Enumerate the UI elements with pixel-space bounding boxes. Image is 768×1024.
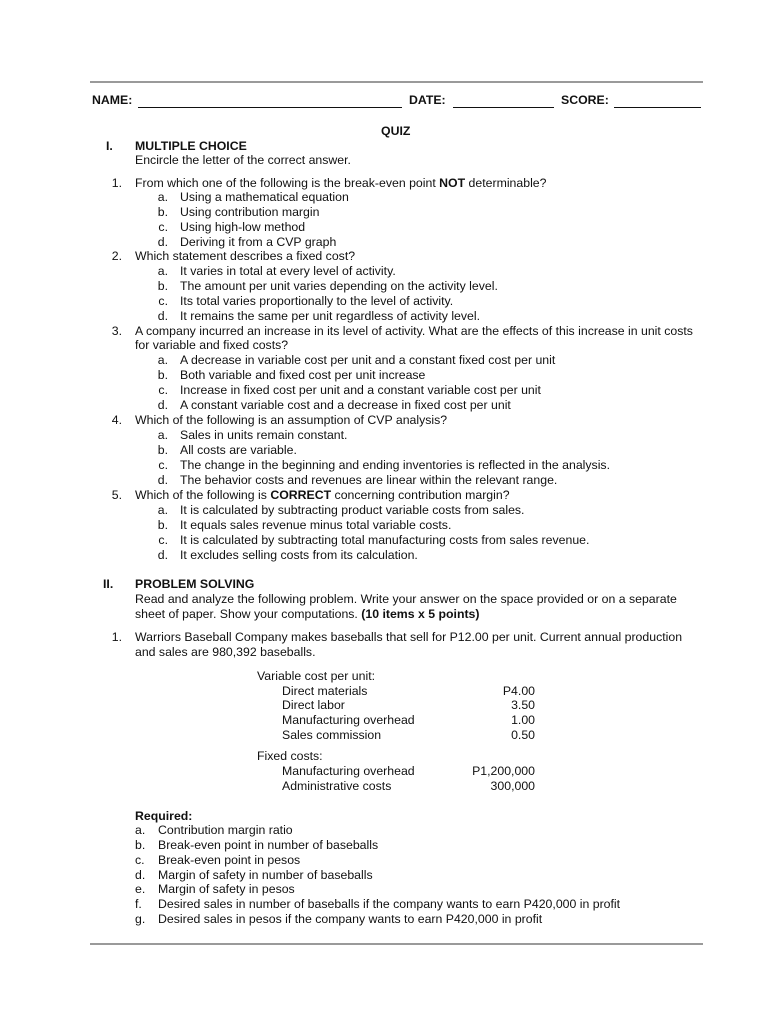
choice-text: The behavior costs and revenues are linear within the relevant range. xyxy=(180,473,558,487)
required-letter: d. xyxy=(135,868,146,882)
choice-text: The change in the beginning and ending inventories is reflected in the analysis. xyxy=(180,458,610,472)
question-number: 1. xyxy=(111,176,122,190)
problem-number: 1. xyxy=(111,630,122,644)
choice-letter: c. xyxy=(158,383,168,397)
choice-text: It is calculated by subtracting product variable costs from sales. xyxy=(180,503,525,517)
question-text-cont: for variable and fixed costs? xyxy=(135,338,289,352)
cost-label: Direct labor xyxy=(282,698,345,712)
required-letter: f. xyxy=(135,897,142,911)
part2-roman: II. xyxy=(103,577,114,591)
required-letter: g. xyxy=(135,912,146,926)
cost-value: 1.00 xyxy=(511,713,535,727)
required-text: Margin of safety in pesos xyxy=(158,882,295,896)
choice-letter: b. xyxy=(157,279,168,293)
question-number: 4. xyxy=(111,413,122,427)
part2-instruction: Read and analyze the following problem. Write your answer on the space provided or on a separate xyxy=(135,592,677,606)
choice-text: Using high-low method xyxy=(180,220,306,234)
choice-text: Both variable and fixed cost per unit increase xyxy=(180,368,426,382)
score-field-line[interactable] xyxy=(614,107,701,108)
cost-label: Manufacturing overhead xyxy=(282,713,415,727)
cost-label: Administrative costs xyxy=(282,779,392,793)
question-text: Which of the following is CORRECT concerning contribution margin? xyxy=(135,488,510,502)
fixed-cost-heading: Fixed costs: xyxy=(257,749,323,763)
cost-value: 3.50 xyxy=(511,698,535,712)
name-field-line[interactable] xyxy=(138,107,402,108)
choice-letter: d. xyxy=(157,235,168,249)
choice-letter: a. xyxy=(157,264,168,278)
cost-value: P4.00 xyxy=(502,684,535,698)
choice-letter: b. xyxy=(157,518,168,532)
cost-value: 300,000 xyxy=(490,779,535,793)
top-divider xyxy=(90,81,703,83)
cost-value: 0.50 xyxy=(511,728,535,742)
required-text: Desired sales in number of baseballs if the company wants to earn P420,000 in profit xyxy=(158,897,621,911)
question-number: 2. xyxy=(111,249,122,263)
required-text: Margin of safety in number of baseballs xyxy=(158,868,373,882)
choice-text: A constant variable cost and a decrease in fixed cost per unit xyxy=(180,398,511,412)
required-letter: c. xyxy=(135,853,145,867)
choice-text: It is calculated by subtracting total manufacturing costs from sales revenue. xyxy=(180,533,590,547)
cost-value: P1,200,000 xyxy=(472,764,535,778)
choice-text: It varies in total at every level of activity. xyxy=(180,264,396,278)
choice-letter: d. xyxy=(157,473,168,487)
choice-letter: a. xyxy=(157,190,168,204)
choice-letter: c. xyxy=(158,533,168,547)
cost-label: Direct materials xyxy=(282,684,368,698)
required-text: Desired sales in pesos if the company wants to earn P420,000 in profit xyxy=(158,912,543,926)
required-text: Break-even point in number of baseballs xyxy=(158,838,379,852)
question-text: From which one of the following is the break-even point NOT determinable? xyxy=(135,176,547,190)
question-number: 3. xyxy=(111,324,122,338)
choice-letter: a. xyxy=(157,353,168,367)
part1-title: MULTIPLE CHOICE xyxy=(135,139,247,153)
choice-text: Increase in fixed cost per unit and a constant variable cost per unit xyxy=(180,383,541,397)
required-letter: b. xyxy=(135,838,146,852)
problem-text: Warriors Baseball Company makes baseballs that sell for P12.00 per unit. Current annual production xyxy=(135,630,683,644)
choice-letter: b. xyxy=(157,205,168,219)
question-text: A company incurred an increase in its level of activity. What are the effects of this increase in unit costs xyxy=(135,324,693,338)
choice-text: Deriving it from a CVP graph xyxy=(180,235,337,249)
choice-letter: a. xyxy=(157,503,168,517)
problem-text-cont: and sales are 980,392 baseballs. xyxy=(135,645,316,659)
choice-text: Using contribution margin xyxy=(180,205,320,219)
date-label: DATE: xyxy=(409,93,446,107)
choice-letter: b. xyxy=(157,443,168,457)
cost-label: Sales commission xyxy=(282,728,382,742)
part2-instruction-cont: sheet of paper. Show your computations. (10 items x 5 points) xyxy=(135,607,480,621)
choice-letter: c. xyxy=(158,458,168,472)
question-number: 5. xyxy=(111,488,122,502)
choice-text: It equals sales revenue minus total variable costs. xyxy=(180,518,452,532)
choice-text: Sales in units remain constant. xyxy=(180,428,348,442)
choice-text: Using a mathematical equation xyxy=(180,190,349,204)
choice-letter: d. xyxy=(157,309,168,323)
required-letter: a. xyxy=(135,823,146,837)
choice-text: It excludes selling costs from its calculation. xyxy=(180,548,418,562)
choice-letter: c. xyxy=(158,294,168,308)
choice-letter: c. xyxy=(158,220,168,234)
part1-roman: I. xyxy=(106,139,113,153)
choice-text: A decrease in variable cost per unit and a constant fixed cost per unit xyxy=(180,353,556,367)
choice-letter: b. xyxy=(157,368,168,382)
date-field-line[interactable] xyxy=(453,107,554,108)
choice-text: It remains the same per unit regardless of activity level. xyxy=(180,309,481,323)
choice-letter: a. xyxy=(157,428,168,442)
choice-letter: d. xyxy=(157,398,168,412)
choice-text: All costs are variable. xyxy=(180,443,297,457)
quiz-title: QUIZ xyxy=(381,124,411,138)
part2-title: PROBLEM SOLVING xyxy=(135,577,255,591)
question-text: Which of the following is an assumption of CVP analysis? xyxy=(135,413,448,427)
choice-letter: d. xyxy=(157,548,168,562)
variable-cost-heading: Variable cost per unit: xyxy=(257,669,376,683)
required-text: Break-even point in pesos xyxy=(158,853,301,867)
question-text: Which statement describes a fixed cost? xyxy=(135,249,356,263)
name-label: NAME: xyxy=(92,93,133,107)
part1-instruction: Encircle the letter of the correct answer. xyxy=(135,153,351,167)
bottom-divider xyxy=(90,943,703,945)
required-text: Contribution margin ratio xyxy=(158,823,293,837)
score-label: SCORE: xyxy=(561,93,609,107)
choice-text: The amount per unit varies depending on the activity level. xyxy=(180,279,498,293)
choice-text: Its total varies proportionally to the level of activity. xyxy=(180,294,454,308)
cost-label: Manufacturing overhead xyxy=(282,764,415,778)
required-title: Required: xyxy=(135,809,193,823)
required-letter: e. xyxy=(135,882,146,896)
